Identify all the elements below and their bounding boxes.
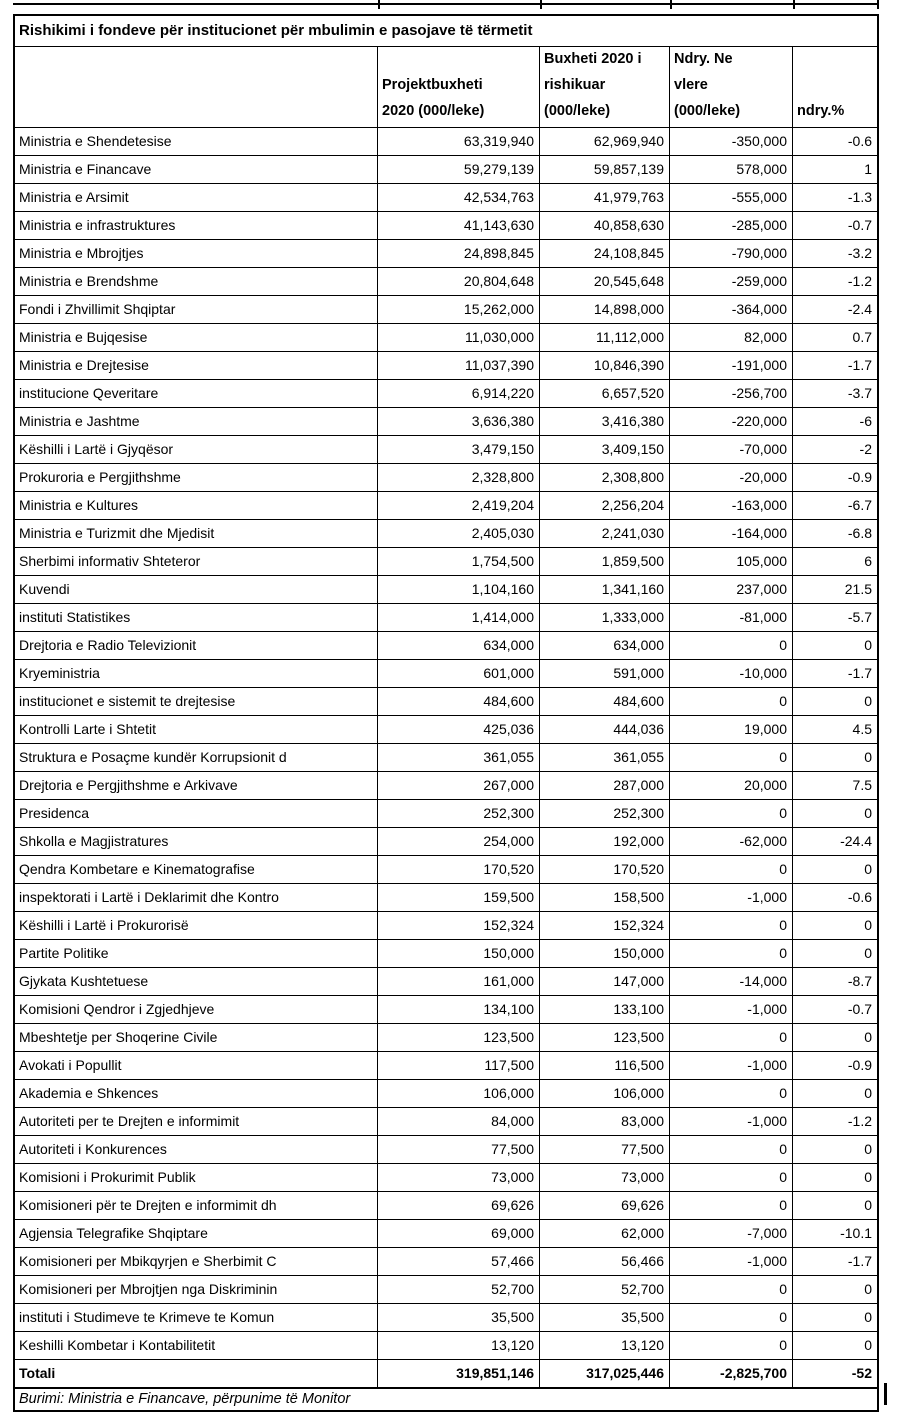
value-cell: 4.5 (852, 721, 872, 737)
institution-name-cell: Kontrolli Larte i Shtetit (15, 716, 378, 743)
value-cell: -81,000 (670, 604, 793, 631)
institution-name-cell: Fondi i Zhvillimit Shqiptar (15, 296, 378, 323)
value-cell: 3,409,150 (540, 436, 670, 463)
value-cell: -1.2 (847, 1113, 872, 1129)
value-cell: 158,500 (540, 884, 670, 911)
table-row (15, 212, 877, 240)
value-cell: -350,000 (670, 128, 793, 155)
column-header-line: vlere (674, 77, 708, 93)
value-cell: -70,000 (670, 436, 793, 463)
institution-name-cell: Drejtoria e Radio Televizionit (15, 632, 378, 659)
value-cell: 35,500 (378, 1304, 540, 1331)
table-row (15, 576, 877, 604)
value-cell: -24.4 (840, 833, 872, 849)
table-row (15, 1332, 877, 1360)
value-cell: 0 (670, 632, 793, 659)
table-row (15, 1108, 877, 1136)
table-row (15, 716, 877, 744)
value-cell: -6.7 (847, 497, 872, 513)
value-cell: 170,520 (378, 856, 540, 883)
institution-name-cell: Struktura e Posaçme kundër Korrupsionit d (15, 744, 378, 771)
table-row (15, 1052, 877, 1080)
institution-name-cell: Komisioneri per Mbikqyrjen e Sherbimit C (15, 1248, 378, 1275)
value-cell: 69,000 (378, 1220, 540, 1247)
institution-name-cell: Ministria e Brendshme (15, 268, 378, 295)
value-cell: 41,143,630 (378, 212, 540, 239)
clipped-column-border (670, 0, 672, 9)
value-cell: -10,000 (670, 660, 793, 687)
clipped-column-border (378, 0, 380, 9)
institution-name-cell: Këshilli i Lartë i Gjyqësor (15, 436, 378, 463)
institution-name-cell: instituti Statistikes (15, 604, 378, 631)
value-cell: 62,969,940 (540, 128, 670, 155)
value-cell: -62,000 (670, 828, 793, 855)
value-cell: 0 (670, 940, 793, 967)
table-row (15, 1080, 877, 1108)
column-header-line: 2020 (000/leke) (382, 103, 485, 119)
value-cell: -3.7 (847, 385, 872, 401)
value-cell: -220,000 (670, 408, 793, 435)
value-cell: 1,104,160 (378, 576, 540, 603)
institution-name-cell: inspektorati i Lartë i Deklarimit dhe Kontro (15, 884, 378, 911)
value-cell: 601,000 (378, 660, 540, 687)
value-cell: 0 (864, 1281, 872, 1297)
total-row (15, 1360, 877, 1388)
value-cell: -1,000 (670, 884, 793, 911)
table-row (15, 436, 877, 464)
value-cell: 252,300 (378, 800, 540, 827)
value-cell: 287,000 (540, 772, 670, 799)
value-cell: -1,000 (670, 1052, 793, 1079)
value-cell: 133,100 (540, 996, 670, 1023)
value-cell: 73,000 (378, 1164, 540, 1191)
value-cell: 1,341,160 (540, 576, 670, 603)
value-cell: -8.7 (847, 973, 872, 989)
value-cell: 0 (670, 1164, 793, 1191)
column-header-line: ndry.% (797, 103, 845, 119)
table-row (15, 632, 877, 660)
value-cell: 2,308,800 (540, 464, 670, 491)
value-cell: 0 (864, 917, 872, 933)
value-cell: 83,000 (540, 1108, 670, 1135)
institution-name-cell: Komisioneri për te Drejten e informimit dh (15, 1192, 378, 1219)
table-row (15, 1164, 877, 1192)
value-cell: 578,000 (670, 156, 793, 183)
value-cell: 0.7 (852, 329, 872, 345)
value-cell: 0 (864, 1085, 872, 1101)
value-cell: 20,804,648 (378, 268, 540, 295)
institution-name-cell: Komisioni Qendror i Zgjedhjeve (15, 996, 378, 1023)
column-header-line: Ndry. Ne (674, 51, 733, 67)
value-cell: 84,000 (378, 1108, 540, 1135)
value-cell: 0 (670, 1276, 793, 1303)
value-cell: -0.6 (847, 133, 872, 149)
value-cell: 117,500 (378, 1052, 540, 1079)
value-cell: 252,300 (540, 800, 670, 827)
institution-name-cell: Ministria e Shendetesise (15, 128, 378, 155)
table-row (15, 1276, 877, 1304)
institution-name-cell: Ministria e Arsimit (15, 184, 378, 211)
value-cell: 77,500 (378, 1136, 540, 1163)
clipped-row-bottom-border (13, 3, 879, 5)
value-cell: -5.7 (847, 609, 872, 625)
table-row (15, 548, 877, 576)
value-cell: 73,000 (540, 1164, 670, 1191)
institution-name-cell: Ministria e Mbrojtjes (15, 240, 378, 267)
value-cell: 19,000 (670, 716, 793, 743)
value-cell: 0 (864, 945, 872, 961)
value-cell: -7,000 (670, 1220, 793, 1247)
column-header-line: (000/leke) (544, 103, 611, 119)
value-cell: 2,328,800 (378, 464, 540, 491)
value-cell: -1.7 (847, 665, 872, 681)
value-cell: -0.6 (847, 889, 872, 905)
value-cell: -52 (851, 1365, 872, 1381)
value-cell: 62,000 (540, 1220, 670, 1247)
value-cell: 52,700 (378, 1276, 540, 1303)
institution-name-cell: Autoriteti per te Drejten e informimit (15, 1108, 378, 1135)
value-cell: 0 (864, 693, 872, 709)
table-row (15, 156, 877, 184)
value-cell: 0 (670, 1080, 793, 1107)
value-cell: 77,500 (540, 1136, 670, 1163)
table-row (15, 604, 877, 632)
value-cell: 123,500 (378, 1024, 540, 1051)
value-cell: -20,000 (670, 464, 793, 491)
value-cell: 444,036 (540, 716, 670, 743)
value-cell: -2,825,700 (670, 1360, 793, 1387)
table-body (15, 128, 877, 1388)
institution-name-cell: Agjensia Telegrafike Shqiptare (15, 1220, 378, 1247)
value-cell: -14,000 (670, 968, 793, 995)
value-cell: 0 (864, 1141, 872, 1157)
value-cell: 0 (864, 861, 872, 877)
column-header-institucioni (15, 47, 378, 127)
value-cell: 3,416,380 (540, 408, 670, 435)
value-cell: 634,000 (378, 632, 540, 659)
value-cell: 0 (670, 856, 793, 883)
column-header-ndryshimi-vlere (670, 47, 793, 127)
institution-name-cell: Mbeshtetje per Shoqerine Civile (15, 1024, 378, 1051)
value-cell: 59,279,139 (378, 156, 540, 183)
value-cell: 0 (670, 912, 793, 939)
value-cell: 1,754,500 (378, 548, 540, 575)
value-cell: -1.3 (847, 189, 872, 205)
value-cell: 0 (864, 637, 872, 653)
value-cell: 106,000 (540, 1080, 670, 1107)
table-row (15, 828, 877, 856)
value-cell: 1,414,000 (378, 604, 540, 631)
institution-name-cell: instituti i Studimeve te Krimeve te Komun (15, 1304, 378, 1331)
value-cell: 82,000 (670, 324, 793, 351)
value-cell: 634,000 (540, 632, 670, 659)
institution-name-cell: Partite Politike (15, 940, 378, 967)
value-cell: -6 (859, 413, 872, 429)
table-row (15, 520, 877, 548)
value-cell: 319,851,146 (378, 1360, 540, 1387)
institution-name-cell: Sherbimi informativ Shteteror (15, 548, 378, 575)
value-cell: 147,000 (540, 968, 670, 995)
institution-name-cell: Qendra Kombetare e Kinematografise (15, 856, 378, 883)
value-cell: -790,000 (670, 240, 793, 267)
value-cell: 3,479,150 (378, 436, 540, 463)
value-cell: 237,000 (670, 576, 793, 603)
institution-name-cell: Kryeministria (15, 660, 378, 687)
institution-name-cell: Autoriteti i Konkurences (15, 1136, 378, 1163)
cursor-mark (884, 1383, 887, 1405)
value-cell: -1.2 (847, 273, 872, 289)
value-cell: 134,100 (378, 996, 540, 1023)
table-row (15, 1304, 877, 1332)
value-cell: 0 (670, 1332, 793, 1359)
value-cell: 484,600 (540, 688, 670, 715)
institution-name-cell: Drejtoria e Pergjithshme e Arkivave (15, 772, 378, 799)
value-cell: -364,000 (670, 296, 793, 323)
value-cell: 6,914,220 (378, 380, 540, 407)
value-cell: -0.9 (847, 1057, 872, 1073)
table-row (15, 912, 877, 940)
column-header-line: Buxheti 2020 i (544, 51, 642, 67)
value-cell: 170,520 (540, 856, 670, 883)
value-cell: 152,324 (378, 912, 540, 939)
table-row (15, 352, 877, 380)
value-cell: -0.7 (847, 1001, 872, 1017)
value-cell: 591,000 (540, 660, 670, 687)
table-row (15, 492, 877, 520)
value-cell: -555,000 (670, 184, 793, 211)
value-cell: 63,319,940 (378, 128, 540, 155)
header-row (15, 47, 877, 128)
column-header-ndryshimi-perqindje (793, 47, 877, 127)
value-cell: 13,120 (540, 1332, 670, 1359)
clipped-column-border (877, 0, 879, 9)
table-row (15, 184, 877, 212)
value-cell: 2,241,030 (540, 520, 670, 547)
institution-name-cell: institucione Qeveritare (15, 380, 378, 407)
budget-table (13, 14, 879, 1412)
value-cell: 14,898,000 (540, 296, 670, 323)
value-cell: 6,657,520 (540, 380, 670, 407)
value-cell: 317,025,446 (540, 1360, 670, 1387)
value-cell: 0 (670, 1304, 793, 1331)
institution-name-cell: Presidenca (15, 800, 378, 827)
column-header-projektbuxheti-2020 (378, 47, 540, 127)
value-cell: 2,419,204 (378, 492, 540, 519)
value-cell: -1,000 (670, 996, 793, 1023)
table-row (15, 268, 877, 296)
table-row (15, 1248, 877, 1276)
value-cell: 0 (864, 1029, 872, 1045)
value-cell: 15,262,000 (378, 296, 540, 323)
table-row (15, 380, 877, 408)
table-row (15, 464, 877, 492)
institution-name-cell: Ministria e Bujqesise (15, 324, 378, 351)
value-cell: 161,000 (378, 968, 540, 995)
institution-name-cell: Akademia e Shkences (15, 1080, 378, 1107)
institution-name-cell: Totali (15, 1360, 378, 1387)
value-cell: 0 (670, 1024, 793, 1051)
institution-name-cell: Ministria e infrastruktures (15, 212, 378, 239)
value-cell: 0 (864, 1337, 872, 1353)
column-header-line: Projektbuxheti (382, 77, 483, 93)
value-cell: 11,030,000 (378, 324, 540, 351)
value-cell: 0 (864, 749, 872, 765)
institution-name-cell: Avokati i Popullit (15, 1052, 378, 1079)
value-cell: 361,055 (540, 744, 670, 771)
institution-name-cell: Prokuroria e Pergjithshme (15, 464, 378, 491)
value-cell: 192,000 (540, 828, 670, 855)
value-cell: 0 (670, 800, 793, 827)
value-cell: 0 (670, 1136, 793, 1163)
institution-name-cell: Ministria e Jashtme (15, 408, 378, 435)
value-cell: 484,600 (378, 688, 540, 715)
table-row (15, 128, 877, 156)
value-cell: 150,000 (378, 940, 540, 967)
value-cell: 254,000 (378, 828, 540, 855)
value-cell: 0 (864, 1169, 872, 1185)
table-row (15, 744, 877, 772)
institution-name-cell: Gjykata Kushtetuese (15, 968, 378, 995)
table-row (15, 324, 877, 352)
institution-name-cell: Keshilli Kombetar i Kontabilitetit (15, 1332, 378, 1359)
value-cell: 159,500 (378, 884, 540, 911)
value-cell: -2 (859, 441, 872, 457)
value-cell: 20,000 (670, 772, 793, 799)
value-cell: -0.9 (847, 469, 872, 485)
value-cell: 11,037,390 (378, 352, 540, 379)
value-cell: 52,700 (540, 1276, 670, 1303)
value-cell: -3.2 (847, 245, 872, 261)
institution-name-cell: Ministria e Drejtesise (15, 352, 378, 379)
value-cell: 7.5 (852, 777, 872, 793)
table-row (15, 996, 877, 1024)
column-header-buxheti-2020-rishikuar (540, 47, 670, 127)
value-cell: 2,256,204 (540, 492, 670, 519)
institution-name-cell: Shkolla e Magjistratures (15, 828, 378, 855)
value-cell: 116,500 (540, 1052, 670, 1079)
table-row (15, 800, 877, 828)
value-cell: 24,108,845 (540, 240, 670, 267)
value-cell: -10.1 (840, 1225, 872, 1241)
value-cell: -164,000 (670, 520, 793, 547)
value-cell: 0 (670, 1192, 793, 1219)
value-cell: 41,979,763 (540, 184, 670, 211)
source-note: Burimi: Ministria e Financave, përpunime të Monitor (15, 1388, 877, 1410)
institution-name-cell: Komisioneri per Mbrojtjen nga Diskriminin (15, 1276, 378, 1303)
value-cell: -0.7 (847, 217, 872, 233)
value-cell: -1,000 (670, 1248, 793, 1275)
value-cell: 57,466 (378, 1248, 540, 1275)
value-cell: 0 (670, 688, 793, 715)
table-row (15, 1192, 877, 1220)
value-cell: 0 (864, 1309, 872, 1325)
value-cell: -6.8 (847, 525, 872, 541)
value-cell: -1.7 (847, 1253, 872, 1269)
table-row (15, 296, 877, 324)
value-cell: 0 (670, 744, 793, 771)
value-cell: 35,500 (540, 1304, 670, 1331)
institution-name-cell: Ministria e Turizmit dhe Mjedisit (15, 520, 378, 547)
value-cell: 13,120 (378, 1332, 540, 1359)
value-cell: 123,500 (540, 1024, 670, 1051)
value-cell: 6 (864, 553, 872, 569)
column-header-line: (000/leke) (674, 103, 741, 119)
value-cell: -163,000 (670, 492, 793, 519)
value-cell: -259,000 (670, 268, 793, 295)
table-row (15, 688, 877, 716)
table-row (15, 772, 877, 800)
institution-name-cell: institucionet e sistemit te drejtesise (15, 688, 378, 715)
table-row (15, 856, 877, 884)
table-row (15, 1024, 877, 1052)
column-header-line: rishikuar (544, 77, 606, 93)
table-row (15, 660, 877, 688)
value-cell: 150,000 (540, 940, 670, 967)
table-row (15, 968, 877, 996)
value-cell: 11,112,000 (540, 324, 670, 351)
value-cell: 69,626 (378, 1192, 540, 1219)
value-cell: 152,324 (540, 912, 670, 939)
value-cell: 425,036 (378, 716, 540, 743)
clipped-column-border (540, 0, 542, 9)
institution-name-cell: Ministria e Financave (15, 156, 378, 183)
table-title: Rishikimi i fondeve për institucionet për mbulimin e pasojave të tërmetit (15, 16, 877, 47)
value-cell: 1,333,000 (540, 604, 670, 631)
value-cell: 267,000 (378, 772, 540, 799)
clipped-column-border (793, 0, 795, 9)
value-cell: 24,898,845 (378, 240, 540, 267)
value-cell: 3,636,380 (378, 408, 540, 435)
value-cell: 59,857,139 (540, 156, 670, 183)
value-cell: 0 (864, 1197, 872, 1213)
value-cell: 21.5 (844, 581, 872, 597)
value-cell: -256,700 (670, 380, 793, 407)
institution-name-cell: Këshilli i Lartë i Prokurorisë (15, 912, 378, 939)
value-cell: 361,055 (378, 744, 540, 771)
value-cell: 69,626 (540, 1192, 670, 1219)
table-row (15, 1220, 877, 1248)
value-cell: -1,000 (670, 1108, 793, 1135)
table-row (15, 940, 877, 968)
value-cell: 20,545,648 (540, 268, 670, 295)
table-row (15, 1136, 877, 1164)
institution-name-cell: Kuvendi (15, 576, 378, 603)
value-cell: 40,858,630 (540, 212, 670, 239)
value-cell: 1,859,500 (540, 548, 670, 575)
value-cell: 10,846,390 (540, 352, 670, 379)
value-cell: 2,405,030 (378, 520, 540, 547)
value-cell: -285,000 (670, 212, 793, 239)
value-cell: 0 (864, 805, 872, 821)
table-row (15, 884, 877, 912)
table-row (15, 408, 877, 436)
institution-name-cell: Ministria e Kultures (15, 492, 378, 519)
value-cell: -2.4 (847, 301, 872, 317)
value-cell: 1 (864, 161, 872, 177)
value-cell: 56,466 (540, 1248, 670, 1275)
value-cell: 42,534,763 (378, 184, 540, 211)
institution-name-cell: Komisioni i Prokurimit Publik (15, 1164, 378, 1191)
value-cell: -191,000 (670, 352, 793, 379)
value-cell: 106,000 (378, 1080, 540, 1107)
table-row (15, 240, 877, 268)
value-cell: -1.7 (847, 357, 872, 373)
value-cell: 105,000 (670, 548, 793, 575)
